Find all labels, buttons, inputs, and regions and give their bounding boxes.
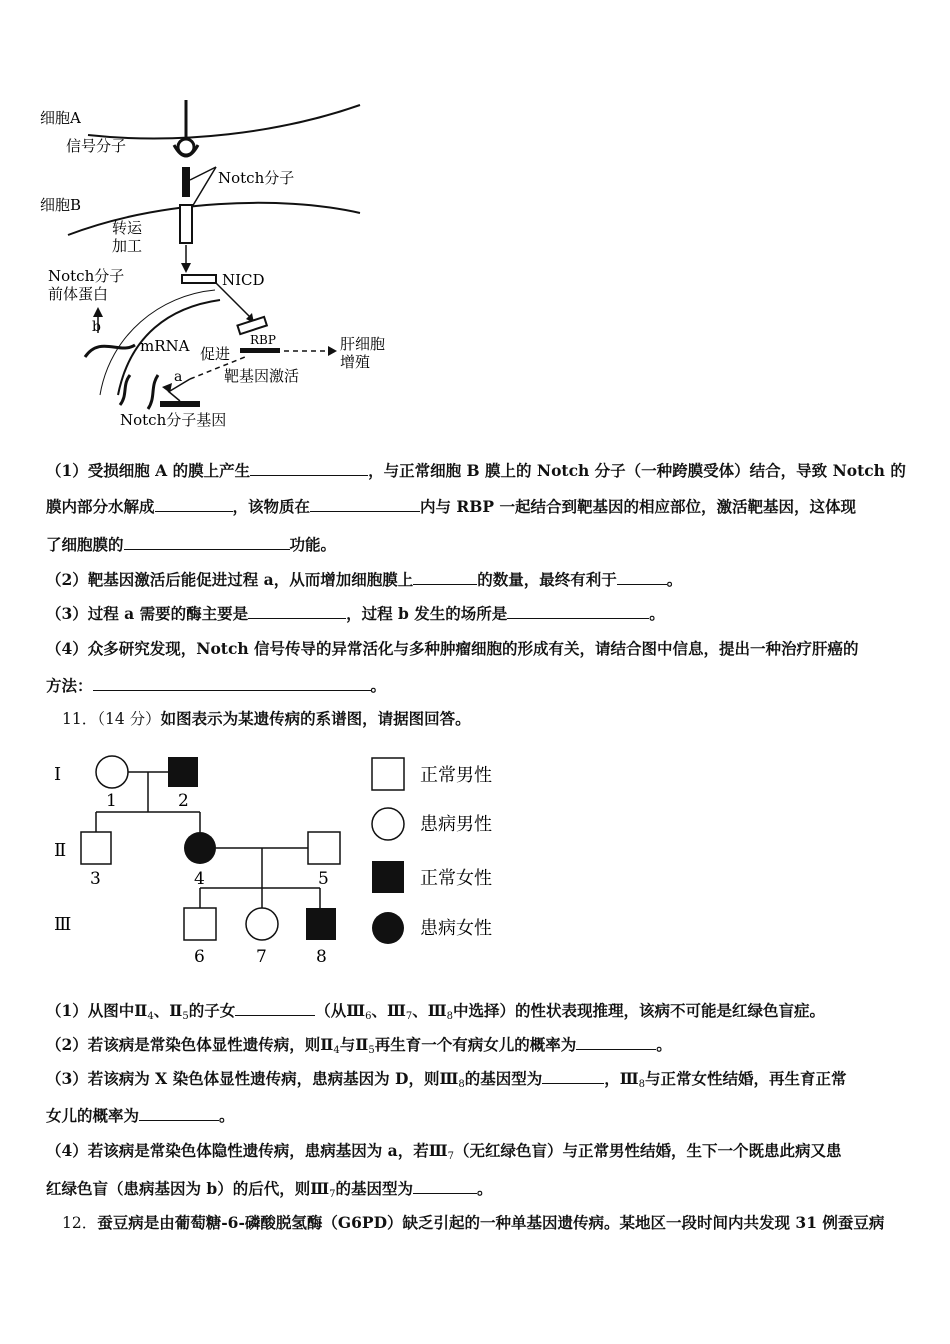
answer-blank[interactable] <box>139 1106 219 1121</box>
individual-III7 <box>246 908 278 940</box>
label-a: a <box>174 369 183 385</box>
notch-signaling-figure <box>40 95 400 440</box>
label-liver-2: 增殖 <box>340 353 371 371</box>
q11-stem: 11．（14 分）如图表示为某遗传病的系谱图，请据图回答。 <box>62 709 471 728</box>
q10-part4-line2: 方法： 。 <box>46 676 387 695</box>
label-cell-b: 细胞B <box>40 196 82 214</box>
answer-blank[interactable] <box>235 1001 315 1016</box>
legend-affected-female-symbol <box>372 912 404 944</box>
label-b: b <box>92 319 101 335</box>
cell-a-membrane <box>88 105 360 138</box>
q10-part1-line2: 膜内部分水解成 ，该物质在 内与 RBP 一起结合到靶基因的相应部位，激活靶基因，这体现 <box>46 497 856 516</box>
label-notch-gene: Notch分子基因 <box>120 411 227 429</box>
individual-III6 <box>184 908 216 940</box>
id-5: 5 <box>318 869 329 889</box>
label-precursor-1: Notch分子 <box>48 267 125 285</box>
label-target-gene: 靶基因激活 <box>224 367 300 385</box>
answer-blank[interactable] <box>576 1035 656 1050</box>
q10-part1-line1: （1）受损细胞 A 的膜上产生 ，与正常细胞 B 膜上的 Notch 分子（一种跨膜受体）结合，导致 Notch 的 <box>46 461 906 480</box>
answer-blank[interactable] <box>248 604 346 619</box>
label-signal-molecule: 信号分子 <box>66 137 127 155</box>
individual-II5 <box>308 832 340 864</box>
legend-normal-female-symbol <box>372 861 404 893</box>
id-1: 1 <box>106 791 117 811</box>
id-3: 3 <box>90 869 101 889</box>
id-6: 6 <box>194 947 205 967</box>
label-precursor-2: 前体蛋白 <box>48 285 109 303</box>
generation-label-2: Ⅱ <box>54 840 67 861</box>
answer-blank[interactable] <box>542 1069 604 1084</box>
individual-I1 <box>96 756 128 788</box>
individual-I2 <box>168 757 198 787</box>
answer-blank[interactable] <box>250 461 368 476</box>
label-mrna: mRNA <box>140 337 190 355</box>
id-2: 2 <box>178 791 189 811</box>
generation-label-3: Ⅲ <box>54 914 72 935</box>
legend-affected-male: 患病男性 <box>420 814 492 835</box>
label-rbp: RBP <box>250 333 276 347</box>
label-liver-1: 肝细胞 <box>340 335 386 353</box>
q10-part1-line3: 了细胞膜的 功能。 <box>46 535 337 554</box>
answer-blank[interactable] <box>124 535 290 550</box>
q11-part3-line2: 女儿的概率为 。 <box>46 1106 235 1125</box>
answer-blank[interactable] <box>93 676 371 691</box>
id-4: 4 <box>194 869 205 889</box>
generation-label-1: Ⅰ <box>54 764 62 785</box>
individual-III8 <box>306 908 336 940</box>
label-nicd: NICD <box>222 271 265 289</box>
answer-blank[interactable] <box>507 604 649 619</box>
q10-part2: （2）靶基因激活后能促进过程 a，从而增加细胞膜上 的数量，最终有利于 。 <box>46 570 683 589</box>
q12-stem: 12．蚕豆病是由葡萄糖-6-磷酸脱氢酶（G6PD）缺乏引起的一种单基因遗传病。某地区一段时间内共发现 31 例蚕豆病 <box>62 1213 885 1232</box>
answer-blank[interactable] <box>617 570 667 585</box>
label-process: 加工 <box>112 237 143 255</box>
q11-part1: （1）从图中$Ⅱ_4$、$Ⅱ_5$的子女 （从$Ⅲ_6$、$Ⅲ_7$、$Ⅲ_8$中选择）的性状表现推理，该病不可能是红绿色盲症。 <box>46 1001 826 1022</box>
label-promote: 促进 <box>200 345 231 363</box>
answer-blank[interactable] <box>413 570 477 585</box>
label-transport: 转运 <box>112 219 143 237</box>
id-7: 7 <box>256 947 267 967</box>
answer-blank[interactable] <box>155 497 233 512</box>
mrna-strand <box>85 345 135 357</box>
legend-normal-male: 正常男性 <box>420 765 492 786</box>
notch-receptor-shape <box>182 167 190 197</box>
label-cell-a: 细胞A <box>40 109 81 127</box>
nicd-shape <box>182 275 216 283</box>
answer-blank[interactable] <box>310 497 420 512</box>
q11-part2: （2）若该病是常染色体显性遗传病，则$Ⅱ_4$与$Ⅱ_5$再生育一个有病女儿的概率为 。 <box>46 1035 672 1056</box>
q11-part3-line1: （3）若该病为 X 染色体显性遗传病，患病基因为 D，则$Ⅲ_8$的基因型为 ，$Ⅲ_8$与正常女性结婚，再生育正常 <box>46 1069 847 1090</box>
id-8: 8 <box>316 947 327 967</box>
individual-II3 <box>81 832 111 864</box>
pedigree-chart <box>40 748 520 978</box>
legend-affected-female: 患病女性 <box>420 918 492 939</box>
label-notch-molecule: Notch分子 <box>218 169 295 187</box>
q11-part4-line1: （4）若该病是常染色体隐性遗传病，患病基因为 a，若$Ⅲ_7$（无红绿色盲）与正常男性结婚，生下一个既患此病又患 <box>46 1141 842 1162</box>
q10-part3: （3）过程 a 需要的酶主要是 ，过程 b 发生的场所是 。 <box>46 604 665 623</box>
q10-part4-line1: （4）众多研究发现，Notch 信号传导的异常活化与多种肿瘤细胞的形成有关，请结合图中信息，提出一种治疗肝癌的 <box>46 639 859 658</box>
q11-part4-line2: 红绿色盲（患病基因为 b）的后代，则$Ⅲ_7$的基因型为 。 <box>46 1179 493 1200</box>
answer-blank[interactable] <box>413 1179 477 1194</box>
legend-normal-female: 正常女性 <box>420 868 492 889</box>
individual-II4 <box>184 832 216 864</box>
legend-affected-male-symbol <box>372 808 404 840</box>
legend-normal-male-symbol <box>372 758 404 790</box>
